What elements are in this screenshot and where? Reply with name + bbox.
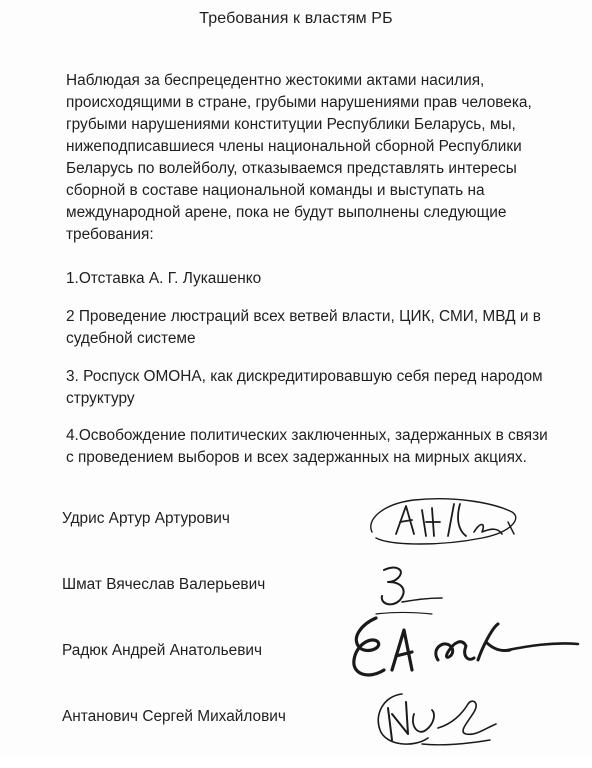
intro-paragraph [66, 70, 586, 246]
signatory-row-1 [62, 498, 592, 568]
signature-4 [362, 684, 532, 756]
intro-line: происходящими в стране, грубыми нарушениями прав человека, [66, 94, 532, 111]
intro-line: Беларусь по волейболу, отказываемся представлять интересы [66, 160, 517, 177]
demand-item-2 [66, 306, 586, 350]
demand-line: 4.Освобождение политических заключенных, задержанных в связи [66, 427, 548, 444]
demand-line: 1.Отставка А. Г. Лукашенко [66, 270, 262, 287]
signatory-row-4 [62, 698, 592, 768]
signature-1 [362, 492, 532, 554]
signatory-name: Антанович Сергей Михайлович [62, 708, 286, 725]
intro-line: сборной в составе национальной команды и выступать на [66, 182, 485, 199]
intro-line: грубыми нарушениями конституции Республики Беларусь, мы, [66, 116, 516, 133]
demand-line: с проведением выборов и всех задержанных на мирных акциях. [66, 449, 527, 466]
demand-line: судебной системе [66, 330, 196, 347]
demand-line: 3. Роспуск ОМОНА, как дискредитировавшую себя перед народом [66, 368, 543, 385]
signature-3 [342, 608, 592, 688]
demand-line: 2 Проведение люстраций всех ветвей власти, ЦИК, СМИ, МВД и в [66, 308, 541, 325]
signatory-name: Удрис Артур Артурович [62, 510, 230, 527]
intro-line: нижеподписавшиеся члены национальной сборной Республики [66, 138, 522, 155]
intro-line: международной арене, пока не будут выполнены следующие [66, 204, 507, 221]
intro-line: требования: [66, 226, 154, 243]
demand-item-3 [66, 366, 586, 410]
demand-line: структуру [66, 390, 135, 407]
demand-item-4 [66, 425, 586, 469]
signatory-name: Радюк Андрей Анатольевич [62, 642, 263, 659]
document-title: Требования к властям РБ [199, 10, 393, 27]
signatory-name: Шмат Вячеслав Валерьевич [62, 576, 266, 593]
intro-line: Наблюдая за беспрецедентно жестокими актами насилия, [66, 72, 485, 89]
demand-item-1 [66, 268, 586, 290]
